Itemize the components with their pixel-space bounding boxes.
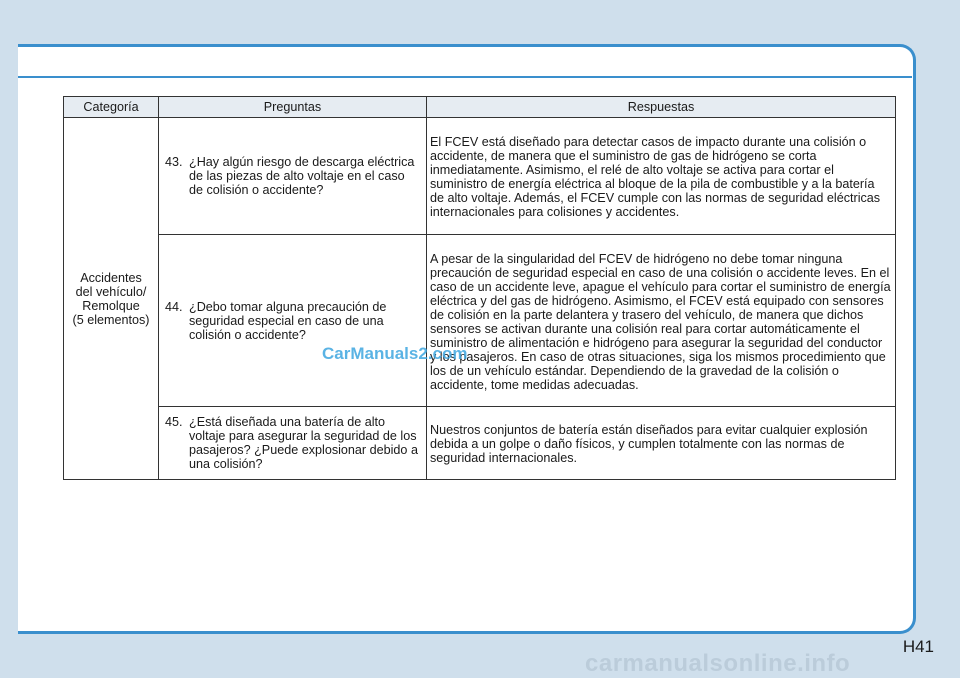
question-text: ¿Debo tomar alguna precaución de seguridad especial en caso de una colisión o accidente? bbox=[189, 299, 387, 342]
table-row bbox=[64, 235, 896, 407]
header-answers: Respuestas bbox=[427, 97, 896, 118]
answer-cell: A pesar de la singularidad del FCEV de hidrógeno no debe tomar ninguna precaución de seguridad especial en caso de una colisión o accidente leves. En el caso de un accidente leve, apague el vehículo para cortar el suministro de energía eléctrica y del gas de hidrógeno. Asimismo, el FCEV está equipado con sensores de colisión en la parte delantera y trasero del vehículo, de manera que dichos sensores se activan durante una colisión real para cortar automáticamente el suministro de alimentación e hidrógeno para asegurar la seguridad del conductor y los pasajeros. En caso de otras situaciones, siga los mismos procedimiento que los de un vehículo estándar. Dependiendo de la gravedad de la colisión o accidente, tome medidas adecuadas. bbox=[427, 235, 896, 407]
page-number: H41 bbox=[902, 637, 934, 656]
category-line: Remolque bbox=[82, 298, 140, 313]
question-text: ¿Hay algún riesgo de descarga eléctrica de las piezas de alto voltaje en el caso de colisión o accidente? bbox=[189, 155, 415, 197]
table-row bbox=[64, 407, 896, 480]
category-line: (5 elementos) bbox=[72, 312, 150, 327]
header-category: Categoría bbox=[64, 97, 159, 118]
answer-cell: El FCEV está diseñado para detectar casos de impacto durante una colisión o accidente, de manera que el suministro de gas de hidrógeno se corta inmediatamente. Asimismo, el relé de alto voltaje se activa para cortar el suministro de energía eléctrica al bloque de la pila de combustible y a la batería de alto voltaje. Además, el FCEV cumple con las normas de seguridad eléctricas internacionales para colisiones y accidentes. bbox=[427, 118, 896, 235]
question-cell bbox=[159, 407, 427, 480]
table-header-row bbox=[64, 97, 896, 118]
question-cell bbox=[159, 235, 427, 407]
question-cell bbox=[159, 118, 427, 235]
category-line: Accidentes bbox=[80, 270, 142, 285]
header-questions: Preguntas bbox=[159, 97, 427, 118]
table-row bbox=[64, 118, 896, 235]
question-number: 44. bbox=[165, 299, 183, 314]
question-number: 43. bbox=[165, 155, 183, 169]
category-cell bbox=[64, 118, 159, 480]
answer-cell: Nuestros conjuntos de batería están diseñados para evitar cualquier explosión debida a un golpe o daño físicos, y cumplen totalmente con las normas de seguridad internacionales. bbox=[427, 407, 896, 480]
header-rule bbox=[18, 76, 912, 78]
question-text: ¿Está diseñada una batería de alto voltaje para asegurar la seguridad de los pasajeros? ¿Puede explosionar debido a una colisión? bbox=[189, 415, 418, 471]
category-line: del vehículo/ bbox=[75, 284, 147, 299]
watermark: CarManuals2.com bbox=[322, 344, 468, 363]
question-number: 45. bbox=[165, 415, 183, 429]
faq-table bbox=[63, 96, 896, 480]
footer-watermark: carmanualsonline.info bbox=[585, 650, 851, 677]
